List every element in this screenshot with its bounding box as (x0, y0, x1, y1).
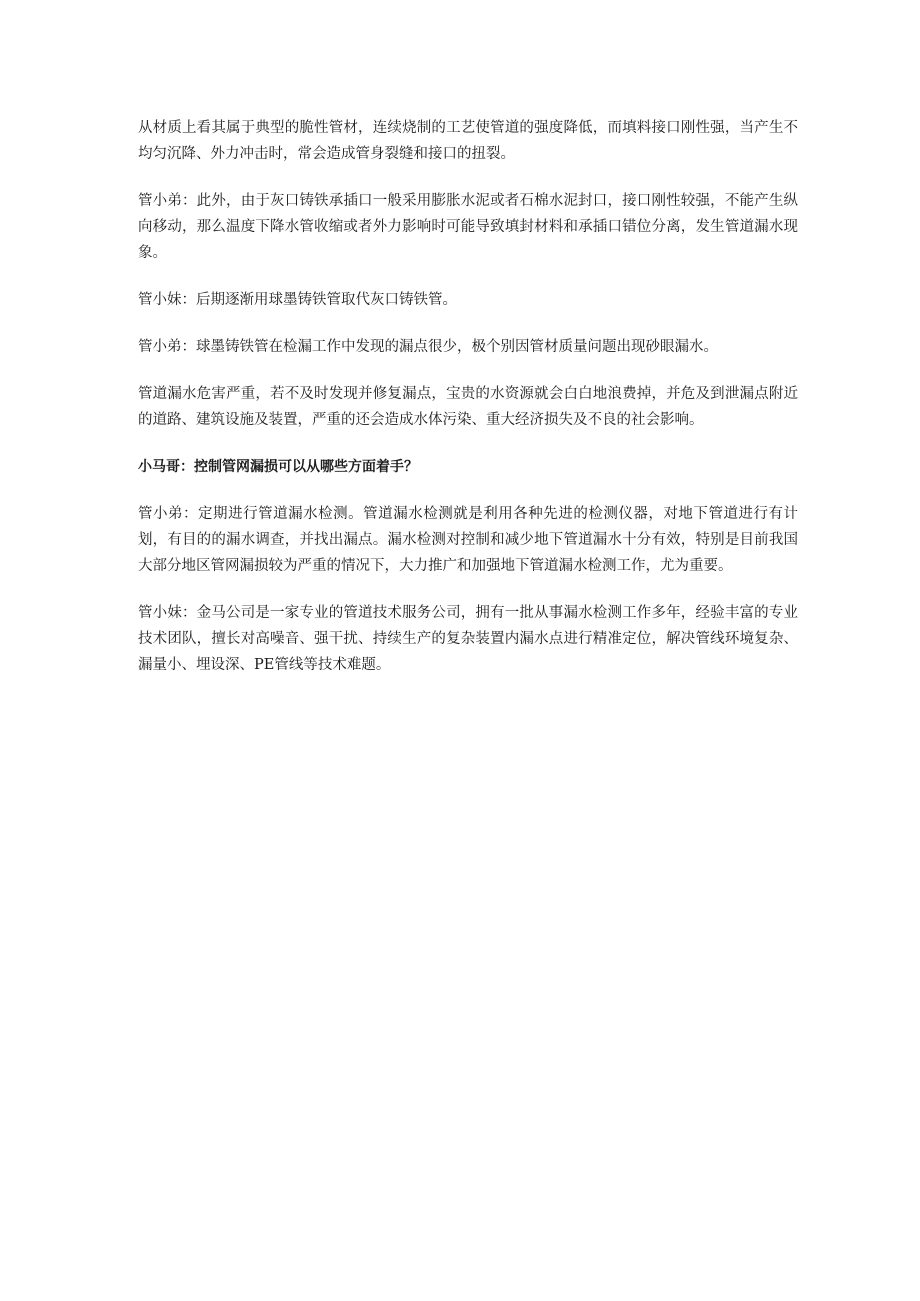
paragraph-ductile-leaks: 管小弟：球墨铸铁管在检漏工作中发现的漏点很少，极个别因管材质量问题出现砂眼漏水。 (138, 339, 718, 355)
paragraph-company-intro: 管小妹：金马公司是一家专业的管道技术服务公司，拥有一批从事漏水检测工作多年，经验丰富的专业技术团队，擅长对高噪音、强干扰、持续生产的复杂装置内漏水点进行精准定位，解决管线环境复杂、漏量小、埋设深、PE管线等技术难题。 (138, 605, 798, 673)
paragraph-ductile-replacement: 管小妹：后期逐渐用球墨铸铁管取代灰口铸铁管。 (138, 292, 457, 308)
paragraph-leak-hazards: 管道漏水危害严重，若不及时发现并修复漏点，宝贵的水资源就会白白地浪费掉，并危及到泄漏点附近的道路、建筑设施及装置，严重的还会造成水体污染、重大经济损失及不良的社会影响。 (138, 386, 798, 428)
paragraph-gray-iron-joint: 管小弟：此外，由于灰口铸铁承插口一般采用膨胀水泥或者石棉水泥封口，接口刚性较强，不能产生纵向移动，那么温度下降水管收缩或者外力影响时可能导致填封材料和承插口错位分离，发生管道漏水现象。 (138, 193, 798, 261)
question-heading: 小马哥：控制管网漏损可以从哪些方面着手？ (138, 459, 418, 475)
paragraph-leak-detection: 管小弟：定期进行管道漏水检测。管道漏水检测就是利用各种先进的检测仪器，对地下管道进行有计划，有目的的漏水调查，并找出漏点。漏水检测对控制和减少地下管道漏水十分有效，特别是目前我国大部分地区管网漏损较为严重的情况下，大力推广和加强地下管道漏水检测工作，尤为重要。 (138, 506, 798, 574)
paragraph-material: 从材质上看其属于典型的脆性管材，连续烧制的工艺使管道的强度降低，而填料接口刚性强，当产生不均匀沉降、外力冲击时，常会造成管身裂缝和接口的扭裂。 (138, 120, 798, 162)
document-body (138, 115, 798, 699)
